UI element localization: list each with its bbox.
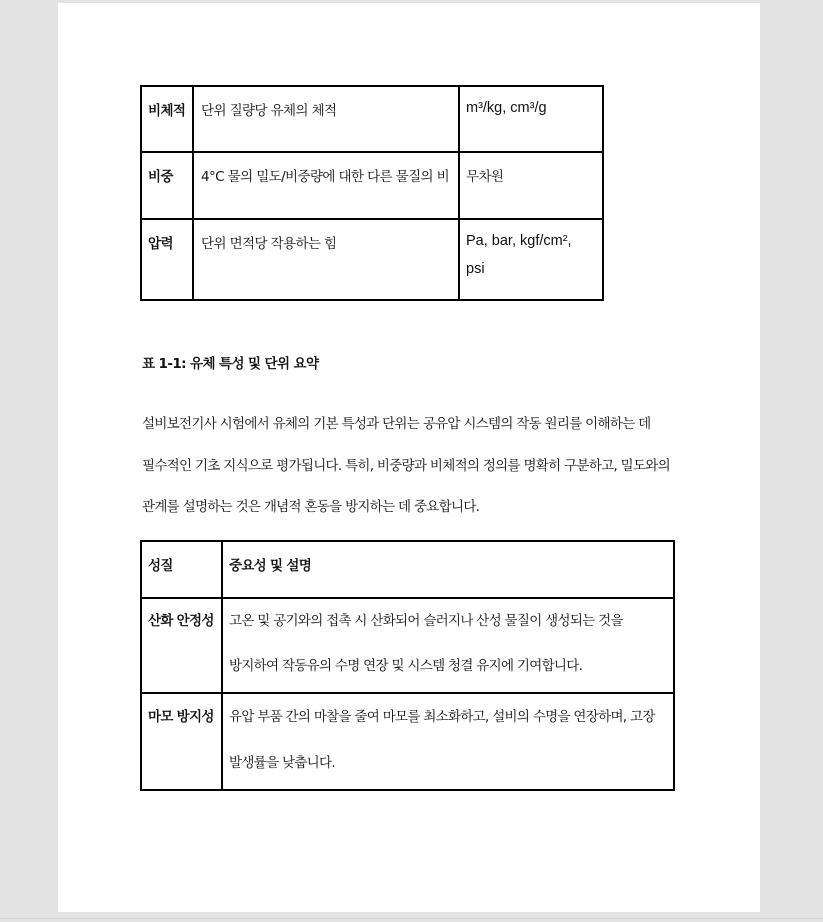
header-cell-description: 중요성 및 설명 [222, 541, 674, 598]
table-row [141, 693, 674, 790]
property-cell: 비체적 [141, 86, 193, 152]
description-line: 발생률을 낮춥니다. [229, 755, 335, 771]
table-row [141, 152, 603, 219]
document-page [58, 3, 760, 912]
units-table [140, 85, 604, 301]
table-header-row [141, 541, 674, 598]
unit-line: Pa, bar, kgf/cm², [466, 233, 572, 249]
viewer-bottom-edge [0, 918, 823, 919]
unit-cell: 무차원 [459, 152, 603, 219]
description-cell [222, 693, 674, 790]
property-cell: 비중 [141, 152, 193, 219]
header-cell-property: 성질 [141, 541, 222, 598]
table-row [141, 598, 674, 693]
table-caption: 표 1-1: 유체 특성 및 단위 요약 [142, 356, 319, 372]
table-row [141, 86, 603, 152]
unit-line: psi [466, 261, 485, 277]
description-line: 고온 및 공기와의 접촉 시 산화되어 슬러지나 산성 물질이 생성되는 것을 [229, 613, 623, 629]
table-row [141, 219, 603, 300]
unit-cell: m³/kg, cm³/g [459, 86, 603, 152]
description-line: 방지하여 작동유의 수명 연장 및 시스템 청결 유지에 기여합니다. [229, 658, 583, 674]
body-paragraph [142, 404, 702, 529]
description-cell [222, 598, 674, 693]
definition-cell: 4°C 물의 밀도/비중량에 대한 다른 물질의 비 [193, 152, 459, 219]
definition-cell: 단위 질량당 유체의 체적 [193, 86, 459, 152]
paragraph-line: 설비보전기사 시험에서 유체의 기본 특성과 단위는 공유압 시스템의 작동 원리를 이해하는 데 [142, 416, 651, 432]
paragraph-line: 관계를 설명하는 것은 개념적 혼동을 방지하는 데 중요합니다. [142, 499, 480, 515]
properties-table [140, 540, 675, 791]
property-cell: 마모 방지성 [141, 693, 222, 790]
definition-cell: 단위 면적당 작용하는 힘 [193, 219, 459, 300]
description-line: 유압 부품 간의 마찰을 줄여 마모를 최소화하고, 설비의 수명을 연장하며, 고장 [229, 709, 655, 725]
property-cell: 산화 안정성 [141, 598, 222, 693]
property-cell: 압력 [141, 219, 193, 300]
paragraph-line: 필수적인 기초 지식으로 평가됩니다. 특히, 비중량과 비체적의 정의를 명확히 구분하고, 밀도와의 [142, 457, 670, 474]
unit-cell [459, 219, 603, 300]
